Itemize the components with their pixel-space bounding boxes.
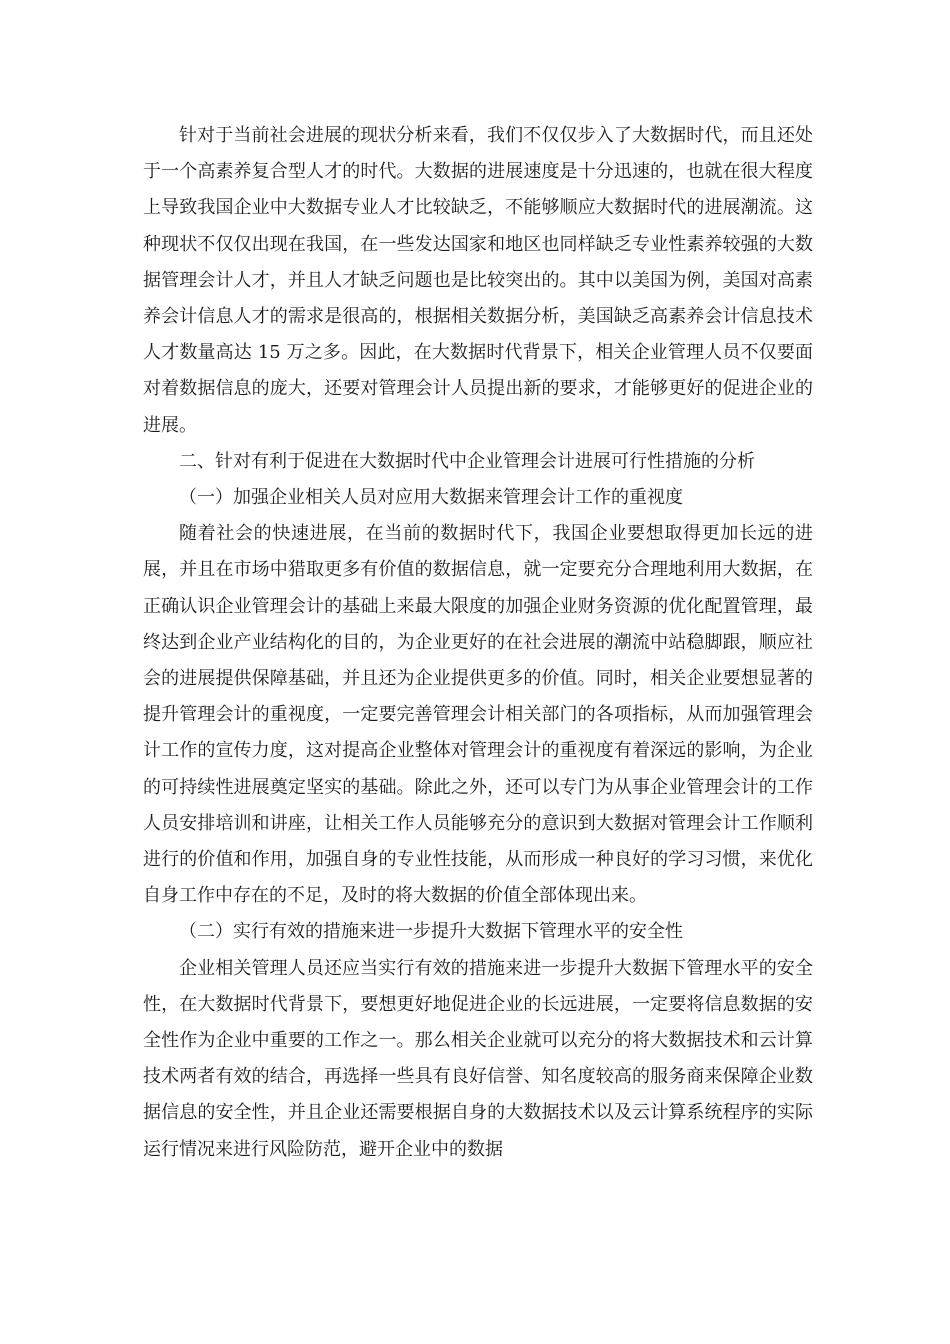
paragraph-talent-shortage: 针对于当前社会进展的现状分析来看，我们不仅仅步入了大数据时代，而且还处于一个高素养复合型人才的时代。大数据的进展速度是十分迅速的，也就在很大程度上导致我国企业中大数据专业人才比较缺乏，不能够顺应大数据时代的进展潮流。这种现状不仅仅出现在我国，在一些发达国家和地区也同样缺乏专业性素养较强的大数据管理会计人才，并且人才缺乏问题也是比较突出的。其中以美国为例，美国对高素养会计信息人才的需求是很高的，根据相关数据分析，美国缺乏高素养会计信息技术人才数量高达 15 万之多。因此，在大数据时代背景下，相关企业管理人员不仅要面对着数据信息的庞大，还要对管理会计人员提出新的要求，才能够更好的促进企业的进展。 [143, 125, 813, 436]
paragraph-emphasis: 随着社会的快速进展，在当前的数据时代下，我国企业要想取得更加长远的进展，并且在市场中猎取更多有价值的数据信息，就一定要充分合理地利用大数据，在正确认识企业管理会计的基础上来最大限度的加强企业财务资源的优化配置管理，最终达到企业产业结构化的目的，为企业更好的在社会进展的潮流中站稳脚跟，顺应社会的进展提供保障基础，并且还为企业提供更多的价值。同时，相关企业要想显著的提升管理会计的重视度，一定要完善管理会计相关部门的各项指标，从而加强管理会计工作的宣传力度，这对提高企业整体对管理会计的重视度有着深远的影响，为企业的可持续性进展奠定坚实的基础。除此之外，还可以专门为从事企业管理会计的工作人员安排培训和讲座，让相关工作人员能够充分的意识到大数据对管理会计工作顺利进行的价值和作用，加强自身的专业性技能，从而形成一种良好的学习习惯，来优化自身工作中存在的不足，及时的将大数据的价值全部体现出来。 [143, 523, 813, 907]
subsection-heading-one: （一）加强企业相关人员对应用大数据来管理会计工作的重视度 [179, 487, 683, 509]
section-heading-two: 二、针对有利于促进在大数据时代中企业管理会计进展可行性措施的分析 [179, 450, 755, 472]
subsection-heading-two: （二）实行有效的措施来进一步提升大数据下管理水平的安全性 [179, 921, 683, 943]
paragraph-security: 企业相关管理人员还应当实行有效的措施来进一步提升大数据下管理水平的安全性，在大数据时代背景下，要想更好地促进企业的长远进展，一定要将信息数据的安全性作为企业中重要的工作之一。那么相关企业就可以充分的将大数据技术和云计算技术两者有效的结合，再选择一些具有良好信誉、知名度较高的服务商来保障企业数据信息的安全性，并且企业还需要根据自身的大数据技术以及云计算系统程序的实际运行情况来进行风险防范，避开企业中的数据 [143, 957, 813, 1160]
document-body [143, 118, 813, 1168]
